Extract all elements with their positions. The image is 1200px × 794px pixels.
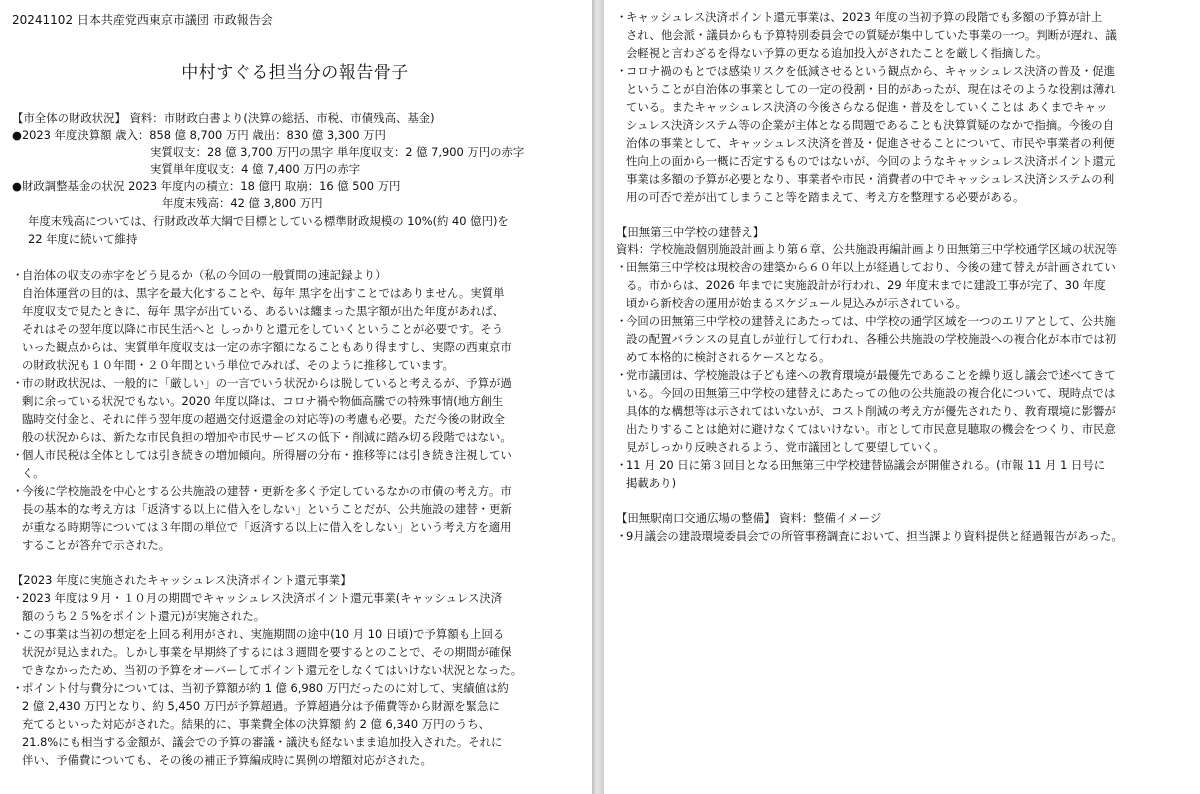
list-item: [12, 482, 578, 554]
list-item: [12, 625, 578, 679]
quote-line: の財政状況も１０年間・２０年間という単位でみれば、そのように推移しています。: [22, 358, 454, 372]
bullet-line: 伴い、予備費についても、その後の補正予算編成時に異例の増額対応がされた。: [22, 753, 432, 767]
list-item: [12, 446, 578, 482]
bullet-line: 額のうち２５%をポイント還元)が実施された。: [22, 609, 266, 623]
page-left: [0, 0, 592, 794]
bullet-line: 会軽視と言わざるを得ない予算の更なる追加投入がされたことを厳しく指摘した。: [626, 46, 1048, 60]
bullet-line: 事業は多額の予算が必要となり、事業者や市民・消費者の中でキャッシュレス決済システムの利: [626, 172, 1115, 186]
bullet-line: 田無第三中学校は現校舎の建築から６０年以上が経過しており、今後の建て替えが計画されてい: [626, 260, 1116, 274]
finance-line: 実質単年度収支：4 億 7,400 万円の赤字: [150, 162, 361, 176]
list-item: [12, 679, 578, 769]
bullet-line: く。: [22, 466, 45, 480]
bullet-line: 頃から新校舎の運用が始まるスケジュール見込みが示されている。: [626, 296, 968, 310]
bullet-mark: ・: [12, 681, 24, 695]
bullet-line: 21.8%にも相当する金額が、議会での予算の審議・議決も経ないまま追加投入された。それに: [22, 735, 503, 749]
bullet-line: され、他会派・議員からも予算特別委員会での質疑が集中していた事業の一つ。判断が遅れ、議: [626, 28, 1117, 42]
bullet-line: 9月議会の建設環境委員会での所管事務調査において、担当課より資料提供と経過報告があった。: [626, 529, 1123, 543]
source-note: 資料：学校施設個別施設計画より第６章、公共施設再編計画より田無第三中学校通学区域の状況等: [616, 242, 1118, 256]
bullet-line: 般の状況からは、新たな市民負担の増加や市民サービスの低下・削減に踏み切る段階ではない。: [22, 430, 512, 444]
list-item: [616, 8, 1190, 62]
bullet-line: 治体の事業として、キャッシュレス決済を普及・促進させることについて、市民や事業者の利便: [626, 136, 1115, 150]
bullet-line: 長の基本的な考え方は「返済する以上に借入をしない」ということだが、公共施設の建替・更新: [22, 502, 512, 516]
bullet-line: 自治体の収支の赤字をどう見るか（私の今回の一般質問の速記録より）: [22, 268, 387, 282]
bullet-mark: ・: [12, 376, 24, 390]
list-item: [616, 62, 1190, 206]
bullet-line: 性向上の面から一概に否定するものではないが、今回のようなキャッシュレス決済ポイント還元: [626, 154, 1116, 168]
bullet-line: ポイント付与費分については、当初予算額が約 1 億 6,980 万円だったのに対して、実績値は約: [22, 681, 509, 695]
bullet-mark: ・: [616, 10, 628, 24]
bullet-mark: ・: [616, 529, 628, 543]
list-item: [12, 266, 578, 284]
bullet-mark: ・: [616, 64, 628, 78]
quote-line: 自治体運営の目的は、黒字を最大化することや、毎年 黒字を出すことではありません。実質単: [22, 286, 505, 300]
bullet-mark: ・: [12, 627, 24, 641]
bullet-mark: ・: [12, 591, 24, 605]
bullet-line: コロナ禍のもとでは感染リスクを低減させるという観点から、キャッシュレス決済の普及・促進: [626, 64, 1116, 78]
quote-line: いった観点からは、実質単年度収支は一定の赤字額になることもあり得ますし、実際の西東京市: [22, 340, 512, 354]
bullet-mark: ・: [616, 314, 628, 328]
list-item: [616, 456, 1190, 492]
bullet-line: キャッシュレス決済ポイント還元事業は、2023 年度の当初予算の段階でも多額の予算が計上: [626, 10, 1103, 24]
list-item: [12, 374, 578, 446]
finance-line: 年度末残高：42 億 3,800 万円: [162, 196, 323, 210]
list-item: [616, 312, 1190, 366]
bullet-line: めて本格的に検討されるケースとなる。: [626, 350, 831, 364]
bullet-line: できなかったため、当初の予算をオーバーしてポイント還元をしなくてはいけない状況となった。: [22, 663, 523, 677]
bullet-line: 用の可否で差が出てしまうこと等を踏まえて、考え方を整理する必要がある。: [626, 190, 1025, 204]
page-right: [604, 0, 1200, 794]
finance-note: 22 年度に続いて維持: [28, 232, 138, 246]
bullet-line: 市の財政状況は、一般的に「厳しい」の一言でいう状況からは脱していると考えるが、予算が過: [22, 376, 512, 390]
bullet-line: 見がしっかり反映されるよう、党市議団として要望していく。: [626, 440, 945, 454]
section-label-cashless: 【2023 年度に実施されたキャッシュレス決済ポイント還元事業】: [12, 573, 352, 587]
bullet-line: 剰に余っている状況でもない。2020 年度以降は、コロナ禍や物価高騰での特殊事情(地方創生: [22, 394, 504, 408]
bullet-line: 設の配置バランスの見直しが並行して行われ、各種公共施設の学校施設への複合化が本市では初: [626, 332, 1117, 346]
bullet-line: 個人市民税は全体としては引き続きの増加傾向。所得層の分布・推移等には引き続き注視してい: [22, 448, 512, 462]
section-label-plaza: 【田無駅南口交通広場の整備】 資料：整備イメージ: [616, 511, 882, 525]
list-item: [616, 366, 1190, 456]
bullet-line: 出たりすることは絶対に避けなくてはいけない。市として市民意見聴取の機会をつくり、市民意: [626, 422, 1116, 436]
bullet-line: 臨時交付金と、それに伴う翌年度の超過交付返還金の対応等)の考慮も必要。ただ今後の財政全: [22, 412, 505, 426]
bullet-line: 状況が見込まれた。しかし事業を早期終了するには３週間を要するとのことで、その期間が確保: [22, 645, 512, 659]
bullet-mark: ・: [12, 484, 24, 498]
document-header: 20241102 日本共産党西東京市議団 市政報告会: [12, 13, 273, 27]
quote-line: それはその翌年度以降に市民生活へと しっかりと還元をしていくということが必要です。そう: [22, 322, 504, 336]
list-item: [616, 527, 1190, 545]
bullet-line: 2023 年度は９月・１０月の期間でキャッシュレス決済ポイント還元事業(キャッシュレス決済: [22, 591, 503, 605]
bullet-line: 掲載あり): [626, 476, 677, 490]
bullet-line: る。市からは、2026 年までに実施設計が行われ、29 年度末までに建設工事が完了、30 年度: [626, 278, 1106, 292]
finance-line: ●2023 年度決算額 歳入：858 億 8,700 万円 歳出：830 億 3,300 万円: [12, 128, 386, 142]
bullet-mark: ・: [616, 368, 628, 382]
bullet-line: ている。またキャッシュレス決済の今後さらなる促進・普及をしていくことは あくまでキャッ: [626, 100, 1108, 114]
bullet-line: 11 月 20 日に第３回目となる田無第三中学校建替協議会が開催される。(市報 11 月 1 日号に: [626, 458, 1106, 472]
section-label-school: 【田無第三中学校の建替え】: [616, 225, 765, 239]
bullet-mark: ・: [12, 268, 24, 282]
list-item: [616, 258, 1190, 312]
bullet-line: することが答弁で示された。: [22, 538, 171, 552]
bullet-line: 充てるといった対応がされた。結果的に、事業費全体の決算額 約 2 億 6,340 万円のうち、: [22, 717, 491, 731]
bullet-mark: ・: [616, 458, 628, 472]
bullet-line: この事業は当初の想定を上回る利用がされ、実施期間の途中(10 月 10 日頃)で予算額も上回る: [22, 627, 505, 641]
list-item: [12, 589, 578, 625]
finance-line: ●財政調整基金の状況 2023 年度内の積立：18 億円 取崩：16 億 500 万円: [12, 179, 401, 193]
quote-line: 年度収支で見たときに、毎年 黒字が出ている、あるいは纏まった黒字額が出た年度があれば、: [22, 304, 505, 318]
bullet-line: いる。今回の田無第三中学校の建替えにあたっての他の公共施設の複合化について、現時点では: [626, 386, 1116, 400]
finance-line: 実質収支：28 億 3,700 万円の黒字 単年度収支：2 億 7,900 万円の赤字: [150, 145, 525, 159]
bullet-line: 今後に学校施設を中心とする公共施設の建替・更新を多く予定しているなかの市債の考え方。市: [22, 484, 512, 498]
bullet-line: シュレス決済システム等の企業が主体となる問題であることも決算質疑のなかで指摘。今後の自: [626, 118, 1115, 132]
bullet-line: が重なる時期等については３年間の単位で「返済する以上に借入をしない」という考え方を適用: [22, 520, 512, 534]
bullet-line: 2 億 2,430 万円となり、約 5,450 万円が予算超過。予算超過分は予備費等から財源を緊急に: [22, 699, 500, 713]
bullet-line: 具体的な構想等は示されてはいないが、コスト削減の考え方が優先されたり、教育環境に影響が: [626, 404, 1116, 418]
bullet-mark: ・: [616, 260, 628, 274]
section-label-finance: 【市全体の財政状況】 資料：市財政白書より(決算の総括、市税、市債残高、基金): [12, 111, 435, 125]
bullet-line: ということが自治体の事業としての一定の役割・目的があったが、現在はそのような役割は薄れ: [626, 82, 1116, 96]
page-divider: [592, 0, 604, 794]
bullet-line: 今回の田無第三中学校の建替えにあたっては、中学校の通学区域を一つのエリアとして、公共施: [626, 314, 1116, 328]
bullet-mark: ・: [12, 448, 24, 462]
bullet-line: 党市議団は、学校施設は子ども達への教育環境が最優先であることを繰り返し議会で述べてきて: [626, 368, 1116, 382]
document-title: 中村すぐる担当分の報告骨子: [181, 63, 409, 83]
finance-note: 年度末残高については、行財政改革大綱で目標としている標準財政規模の 10%(約 40 億円)を: [28, 214, 509, 228]
